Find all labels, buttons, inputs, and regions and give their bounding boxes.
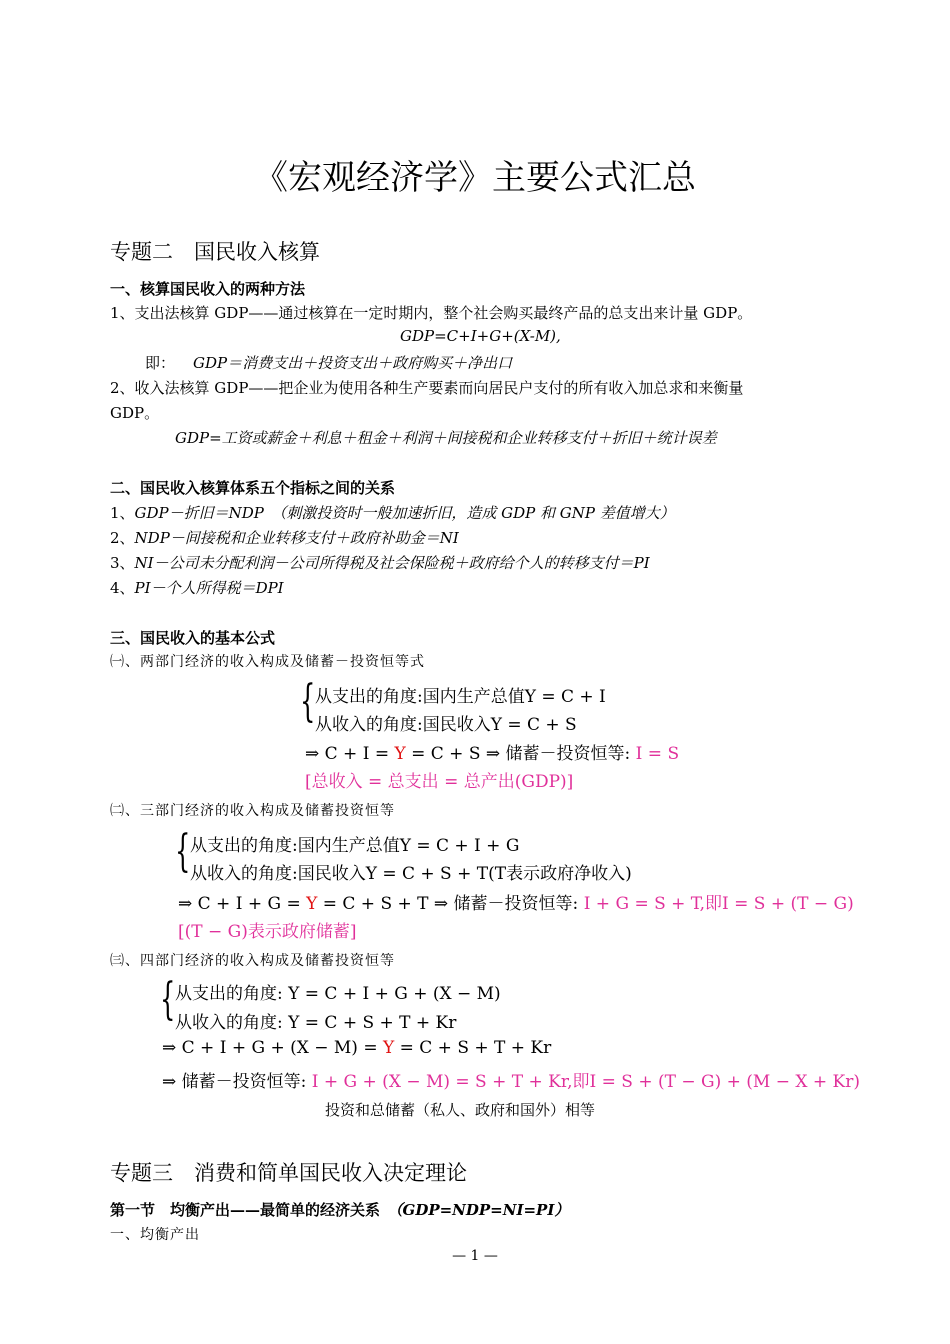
relation-item-1: 1、GDP－折旧＝NDP （刺激投资时一般加速折旧，造成 GDP 和 GNP 差值增大） [110,504,675,522]
relation-item-3: 3、NI－公司未分配利润－公司所得税及社会保险税＋政府给个人的转移支付＝PI [110,554,650,572]
equilibrium-output-subheading: 一、均衡产出 [110,1227,200,1243]
brace-four-sector: { [160,974,176,1025]
four-sector-identity: ⇒ C + I + G + (X − M) = Y = C + S + T + Kr [162,1038,552,1058]
topic-3-heading: 专题三 消费和简单国民收入决定理论 [110,1161,467,1185]
gdp-expenditure-words-prefix: 即： [145,354,176,372]
income-method-text-cont: GDP。 [110,404,160,422]
four-sector-expenditure: 从支出的角度: Y = C + I + G + (X − M) [175,984,501,1004]
gdp-expenditure-words-formula: GDP＝消费支出＋投资支出＋政府购买＋净出口 [193,354,513,372]
topic-2-heading: 专题二 国民收入核算 [110,240,320,264]
four-sector-note: 投资和总储蓄（私人、政府和国外）相等 [325,1101,596,1119]
income-method-text: 2、收入法核算 GDP——把企业为使用各种生产要素而向居民户支付的所有收入加总求和来衡量 [110,379,744,397]
two-sector-note: [总收入 = 总支出 = 总产出(GDP)] [305,772,574,792]
two-sector-subheading: ㈠、两部门经济的收入构成及储蓄－投资恒等式 [110,654,425,670]
gdp-income-formula: GDP=工资或薪金＋利息＋租金＋利润＋间接税和企业转移支付＋折旧＋统计误差 [175,429,717,447]
brace-three-sector: { [175,826,191,877]
three-sector-identity: ⇒ C + I + G = Y = C + S + T ⇒ 储蓄－投资恒等: I + G = S + T,即I = S + (T − G) [178,894,854,914]
four-sector-savings-investment: ⇒ 储蓄－投资恒等: I + G + (X − M) = S + T + Kr,即I = S + (T − G) + (M − X + Kr) [162,1072,860,1092]
three-sector-expenditure: 从支出的角度:国内生产总值Y = C + I + G [190,836,520,856]
gdp-expenditure-formula: GDP=C+I+G+(X-M), [400,327,561,345]
relation-item-2: 2、NDP－间接税和企业转移支付＋政府补助金＝NI [110,529,459,547]
section-1-heading: 一、核算国民收入的两种方法 [110,280,306,298]
three-sector-subheading: ㈡、三部门经济的收入构成及储蓄投资恒等 [110,803,395,819]
two-sector-identity: ⇒ C + I = Y = C + S ⇒ 储蓄－投资恒等: I = S [305,744,680,764]
brace-two-sector: { [300,676,316,727]
section-equilibrium-heading: 第一节 均衡产出——最简单的经济关系 （GDP=NDP=NI=PI） [110,1201,570,1219]
two-sector-income: 从收入的角度:国民收入Y = C + S [315,715,577,735]
expenditure-method-text: 1、支出法核算 GDP——通过核算在一定时期内，整个社会购买最终产品的总支出来计量 GDP。 [110,304,753,322]
three-sector-note: [(T − G)表示政府储蓄] [178,922,357,942]
section-3-heading: 三、国民收入的基本公式 [110,629,276,647]
page-title: 《宏观经济学》主要公式汇总 [254,158,696,198]
relation-item-4: 4、PI－个人所得税＝DPI [110,579,284,597]
page-number: — 1 — [452,1248,498,1264]
three-sector-income: 从收入的角度:国民收入Y = C + S + T(T表示政府净收入) [190,864,632,884]
section-2-heading: 二、国民收入核算体系五个指标之间的关系 [110,479,396,497]
four-sector-income: 从收入的角度: Y = C + S + T + Kr [175,1013,457,1033]
four-sector-subheading: ㈢、四部门经济的收入构成及储蓄投资恒等 [110,953,395,969]
two-sector-expenditure: 从支出的角度:国内生产总值Y = C + I [315,687,606,707]
